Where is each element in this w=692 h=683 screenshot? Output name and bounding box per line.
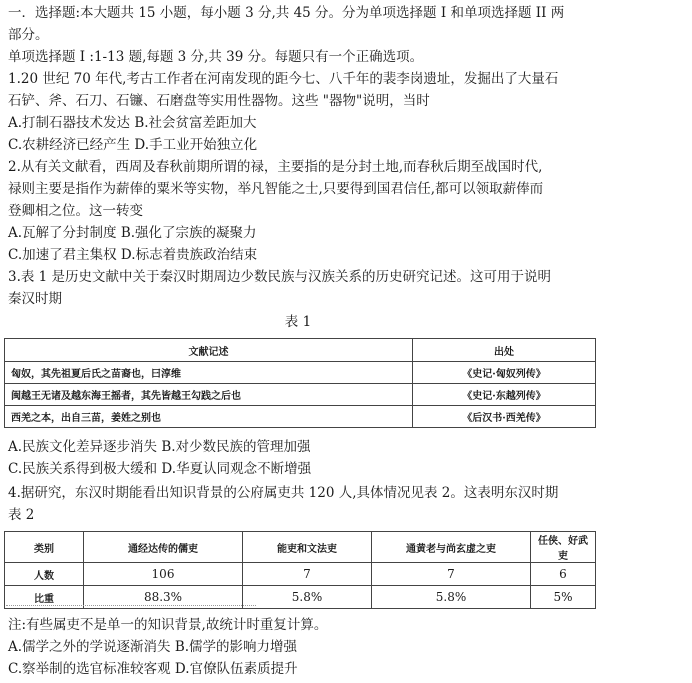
table-1-cell: 闽越王无诸及越东海王摇者，其先皆越王勾践之后也 (5, 384, 413, 406)
question-1-options-ab: A.打制石器技术发达 B.社会贫富差距加大 (8, 115, 257, 131)
table-2-note: 注:有些属吏不是单一的知识背景,故统计时重复计算。 (8, 617, 328, 633)
table-2-cell: 5% (531, 586, 596, 609)
table-row (5, 563, 596, 586)
question-2-stem: 2.从有关文献看，西周及春秋前期所谓的禄，主要指的是分封土地,而春秋后期至战国时代, (8, 159, 543, 175)
question-3-options-ab: A.民族文化差异逐步消失 B.对少数民族的管理加强 (8, 439, 311, 455)
question-1-options-cd: C.农耕经济已经产生 D.手工业开始独立化 (8, 137, 258, 153)
table-2-header: 能吏和文法吏 (243, 532, 372, 563)
question-4-stem: 4.据研究，东汉时期能看出知识背景的公府属吏共 120 人,具体情况见表 2。这表明东汉时期 (8, 485, 559, 501)
table-2-cell: 7 (243, 563, 372, 586)
question-4-options-cd: C.察举制的选官标准较客观 D.官僚队伍素质提升 (8, 661, 298, 677)
table-2-caption: 表 2 (8, 507, 35, 523)
section-heading-cont: 部分。 (8, 27, 49, 43)
table-1-cell: 匈奴，其先祖夏后氏之苗裔也，曰淳维 (5, 362, 413, 384)
table-1-header: 出处 (413, 339, 596, 362)
table-2-header-row (5, 532, 596, 563)
table-1-header-row (5, 339, 596, 362)
question-2-stem-cont: 禄则主要是指作为薪俸的粟米等实物，举凡智能之士,只要得到国君信任,都可以领取薪俸而 (8, 181, 544, 197)
table-row (5, 362, 596, 384)
subsection-heading: 单项选择题 I :1-13 题,每题 3 分,共 39 分。每题只有一个正确选项。 (8, 49, 424, 65)
table-2-cell: 6 (531, 563, 596, 586)
table-2 (4, 531, 596, 609)
table-2-cell: 7 (372, 563, 531, 586)
section-heading: 一．选择题:本大题共 15 小题，每小题 3 分,共 45 分。分为单项选择题 I 和单项选择题 II 两 (8, 5, 565, 21)
table-1 (4, 338, 596, 428)
question-3-stem-cont: 秦汉时期 (8, 291, 62, 307)
scan-artifact-line (6, 605, 256, 610)
table-2-cell: 比重 (5, 586, 84, 609)
table-1-header: 文献记述 (5, 339, 413, 362)
question-2-options-cd: C.加速了君主集权 D.标志着贵族政治结束 (8, 247, 258, 263)
question-3-options-cd: C.民族关系得到极大缓和 D.华夏认同观念不断增强 (8, 461, 312, 477)
table-row (5, 406, 596, 428)
table-2-header: 类别 (5, 532, 84, 563)
table-2-cell: 88.3% (84, 586, 243, 609)
table-2-header: 任侠、好武吏 (531, 532, 596, 563)
question-1-stem-cont: 石铲、斧、石刀、石镰、石磨盘等实用性器物。这些 "器物"说明，当时 (8, 93, 430, 109)
table-1-caption: 表 1 (284, 314, 312, 330)
question-3-stem: 3.表 1 是历史文献中关于秦汉时期周边少数民族与汉族关系的历史研究记述。这可用于说明 (8, 269, 552, 285)
question-1-stem: 1.20 世纪 70 年代,考古工作者在河南发现的距今七、八千年的裴李岗遗址，发掘出了大量石 (8, 71, 559, 87)
table-2-cell: 106 (84, 563, 243, 586)
table-2-cell: 5.8% (372, 586, 531, 609)
table-1-cell: 西羌之本，出自三苗，姜姓之别也 (5, 406, 413, 428)
table-1-cell: 《史记·匈奴列传》 (413, 362, 596, 384)
question-2-stem-end: 登卿相之位。这一转变 (8, 203, 143, 219)
table-2-cell: 5.8% (243, 586, 372, 609)
question-4-options-ab: A.儒学之外的学说逐渐消失 B.儒学的影响力增强 (8, 639, 298, 655)
question-2-options-ab: A.瓦解了分封制度 B.强化了宗族的凝聚力 (8, 225, 257, 241)
table-1-cell: 《后汉书·西羌传》 (413, 406, 596, 428)
table-2-header: 通经达传的儒吏 (84, 532, 243, 563)
table-2-header: 通黄老与尚玄虚之吏 (372, 532, 531, 563)
table-row (5, 384, 596, 406)
table-1-cell: 《史记·东越列传》 (413, 384, 596, 406)
table-2-cell: 人数 (5, 563, 84, 586)
